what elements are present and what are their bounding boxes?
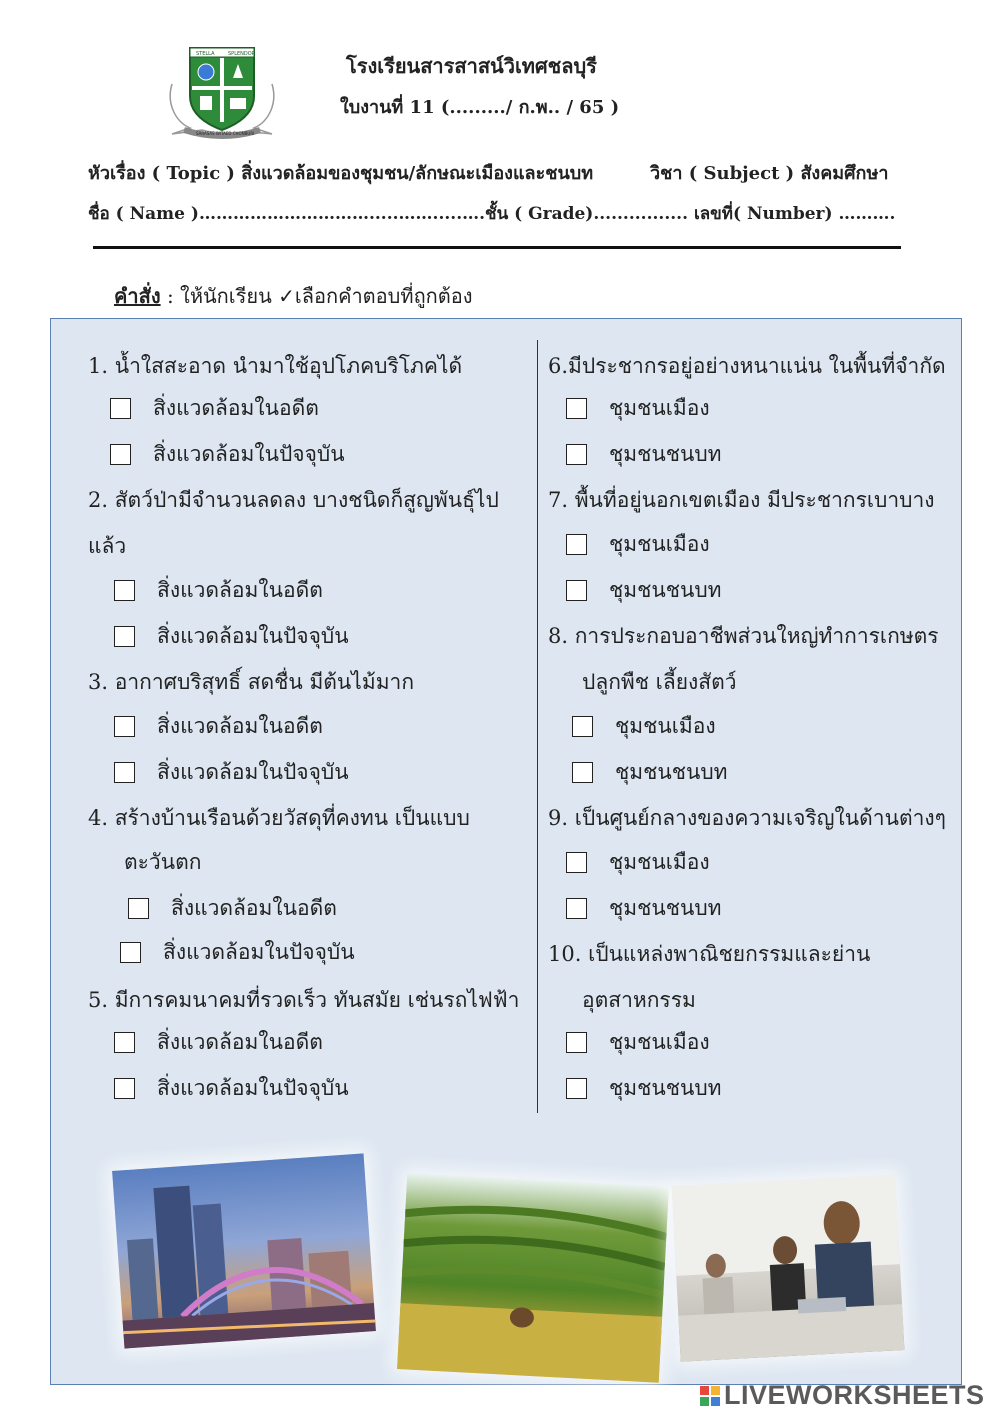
answer-option[interactable]: สิ่งแวดล้อมในปัจจุบัน	[120, 942, 355, 963]
rice-terrace-photo	[397, 1173, 669, 1382]
checkbox[interactable]	[572, 762, 593, 783]
answer-option[interactable]: ชุมชนเมือง	[566, 398, 710, 419]
answer-option[interactable]: สิ่งแวดล้อมในอดีต	[114, 1032, 323, 1053]
question-4: 4. สร้างบ้านเรือนด้วยวัสดุที่คงทน เป็นแบบ	[88, 806, 470, 830]
liveworksheets-watermark: LIVEWORKSHEETS	[700, 1380, 985, 1411]
question-8-cont: ปลูกพืช เลี้ยงสัตว์	[582, 670, 737, 694]
answer-option[interactable]: สิ่งแวดล้อมในปัจจุบัน	[114, 1078, 349, 1099]
instruction-text: : ให้นักเรียน ✓เลือกคำตอบที่ถูกต้อง	[160, 284, 473, 308]
question-7: 7. พื้นที่อยู่นอกเขตเมือง มีประชากรเบาบาง	[548, 488, 935, 512]
checkbox[interactable]	[114, 1032, 135, 1053]
answer-option[interactable]: ชุมชนเมือง	[566, 534, 710, 555]
checkbox[interactable]	[114, 762, 135, 783]
instruction-label: คำสั่ง	[114, 284, 161, 308]
question-4-cont: ตะวันตก	[124, 850, 202, 874]
header-divider	[93, 246, 901, 249]
answer-option[interactable]: ชุมชนชนบท	[572, 762, 728, 783]
checkbox[interactable]	[566, 444, 587, 465]
checkbox[interactable]	[128, 898, 149, 919]
checkbox[interactable]	[566, 534, 587, 555]
question-2-cont: แล้ว	[88, 534, 127, 558]
school-logo	[162, 44, 282, 140]
checkbox[interactable]	[566, 580, 587, 601]
checkbox[interactable]	[110, 398, 131, 419]
checkbox[interactable]	[110, 444, 131, 465]
question-2: 2. สัตว์ป่ามีจำนวนลดลง บางชนิดก็สูญพันธุ์ไป	[88, 488, 499, 512]
question-6: 6.มีประชากรอยู่อย่างหนาแน่น ในพื้นที่จำกัด	[548, 354, 946, 378]
checkbox[interactable]	[566, 852, 587, 873]
svg-text:SPLENDOR: SPLENDOR	[228, 51, 256, 57]
question-8: 8. การประกอบอาชีพส่วนใหญ่ทำการเกษตร	[548, 624, 939, 648]
office-workers-photo	[672, 1174, 905, 1361]
school-name: โรงเรียนสารสาสน์วิเทศชลบุรี	[346, 54, 597, 78]
name-grade-number-line: ชื่อ ( Name )………………………….....…….....….ชั้น ( Grade)................ เลขที่( Number) ……….	[88, 204, 896, 224]
svg-text:SARASAS WITAED CHONBURI: SARASAS WITAED CHONBURI	[196, 131, 255, 136]
answer-option[interactable]: สิ่งแวดล้อมในปัจจุบัน	[110, 444, 345, 465]
column-divider	[537, 340, 538, 1113]
checkbox[interactable]	[114, 626, 135, 647]
liveworksheets-logo-icon	[700, 1382, 720, 1402]
answer-option[interactable]: ชุมชนชนบท	[566, 444, 722, 465]
checkbox[interactable]	[120, 942, 141, 963]
question-1: 1. น้ำใสสะอาด นำมาใช้อุปโภคบริโภคได้	[88, 354, 463, 378]
svg-text:STELLA: STELLA	[196, 51, 215, 57]
question-10-cont: อุตสาหกรรม	[582, 988, 696, 1012]
answer-option[interactable]: ชุมชนเมือง	[566, 852, 710, 873]
instruction	[114, 280, 473, 312]
question-3: 3. อากาศบริสุทธิ์ สดชื่น มีต้นไม้มาก	[88, 670, 415, 694]
answer-option[interactable]: ชุมชนเมือง	[572, 716, 716, 737]
checkbox[interactable]	[572, 716, 593, 737]
checkbox[interactable]	[566, 1032, 587, 1053]
checkbox[interactable]	[114, 1078, 135, 1099]
city-skyline-photo	[112, 1153, 376, 1348]
answer-option[interactable]: สิ่งแวดล้อมในปัจจุบัน	[114, 626, 349, 647]
question-10: 10. เป็นแหล่งพาณิชยกรรมและย่าน	[548, 942, 871, 966]
answer-option[interactable]: สิ่งแวดล้อมในปัจจุบัน	[114, 762, 349, 783]
answer-option[interactable]: ชุมชนเมือง	[566, 1032, 710, 1053]
topic-line: หัวเรื่อง ( Topic ) สิ่งแวดล้อมของชุมชน/ลักษณะเมืองและชนบท	[88, 163, 594, 184]
answer-option[interactable]: สิ่งแวดล้อมในอดีต	[110, 398, 319, 419]
answer-option[interactable]: ชุมชนชนบท	[566, 1078, 722, 1099]
answer-option[interactable]: สิ่งแวดล้อมในอดีต	[114, 716, 323, 737]
checkbox[interactable]	[566, 898, 587, 919]
answer-option[interactable]: ชุมชนชนบท	[566, 898, 722, 919]
checkbox[interactable]	[114, 716, 135, 737]
checkbox[interactable]	[114, 580, 135, 601]
checkbox[interactable]	[566, 398, 587, 419]
subject-line: วิชา ( Subject ) สังคมศึกษา	[650, 163, 889, 184]
worksheet-number: ใบงานที่ 11 (........./ ก.พ.. / 65 )	[340, 97, 620, 118]
answer-option[interactable]: ชุมชนชนบท	[566, 580, 722, 601]
answer-option[interactable]: สิ่งแวดล้อมในอดีต	[128, 898, 337, 919]
checkbox[interactable]	[566, 1078, 587, 1099]
question-5: 5. มีการคมนาคมที่รวดเร็ว ทันสมัย เช่นรถไฟฟ้า	[88, 988, 520, 1012]
answer-option[interactable]: สิ่งแวดล้อมในอดีต	[114, 580, 323, 601]
question-9: 9. เป็นศูนย์กลางของความเจริญในด้านต่างๆ	[548, 806, 946, 830]
